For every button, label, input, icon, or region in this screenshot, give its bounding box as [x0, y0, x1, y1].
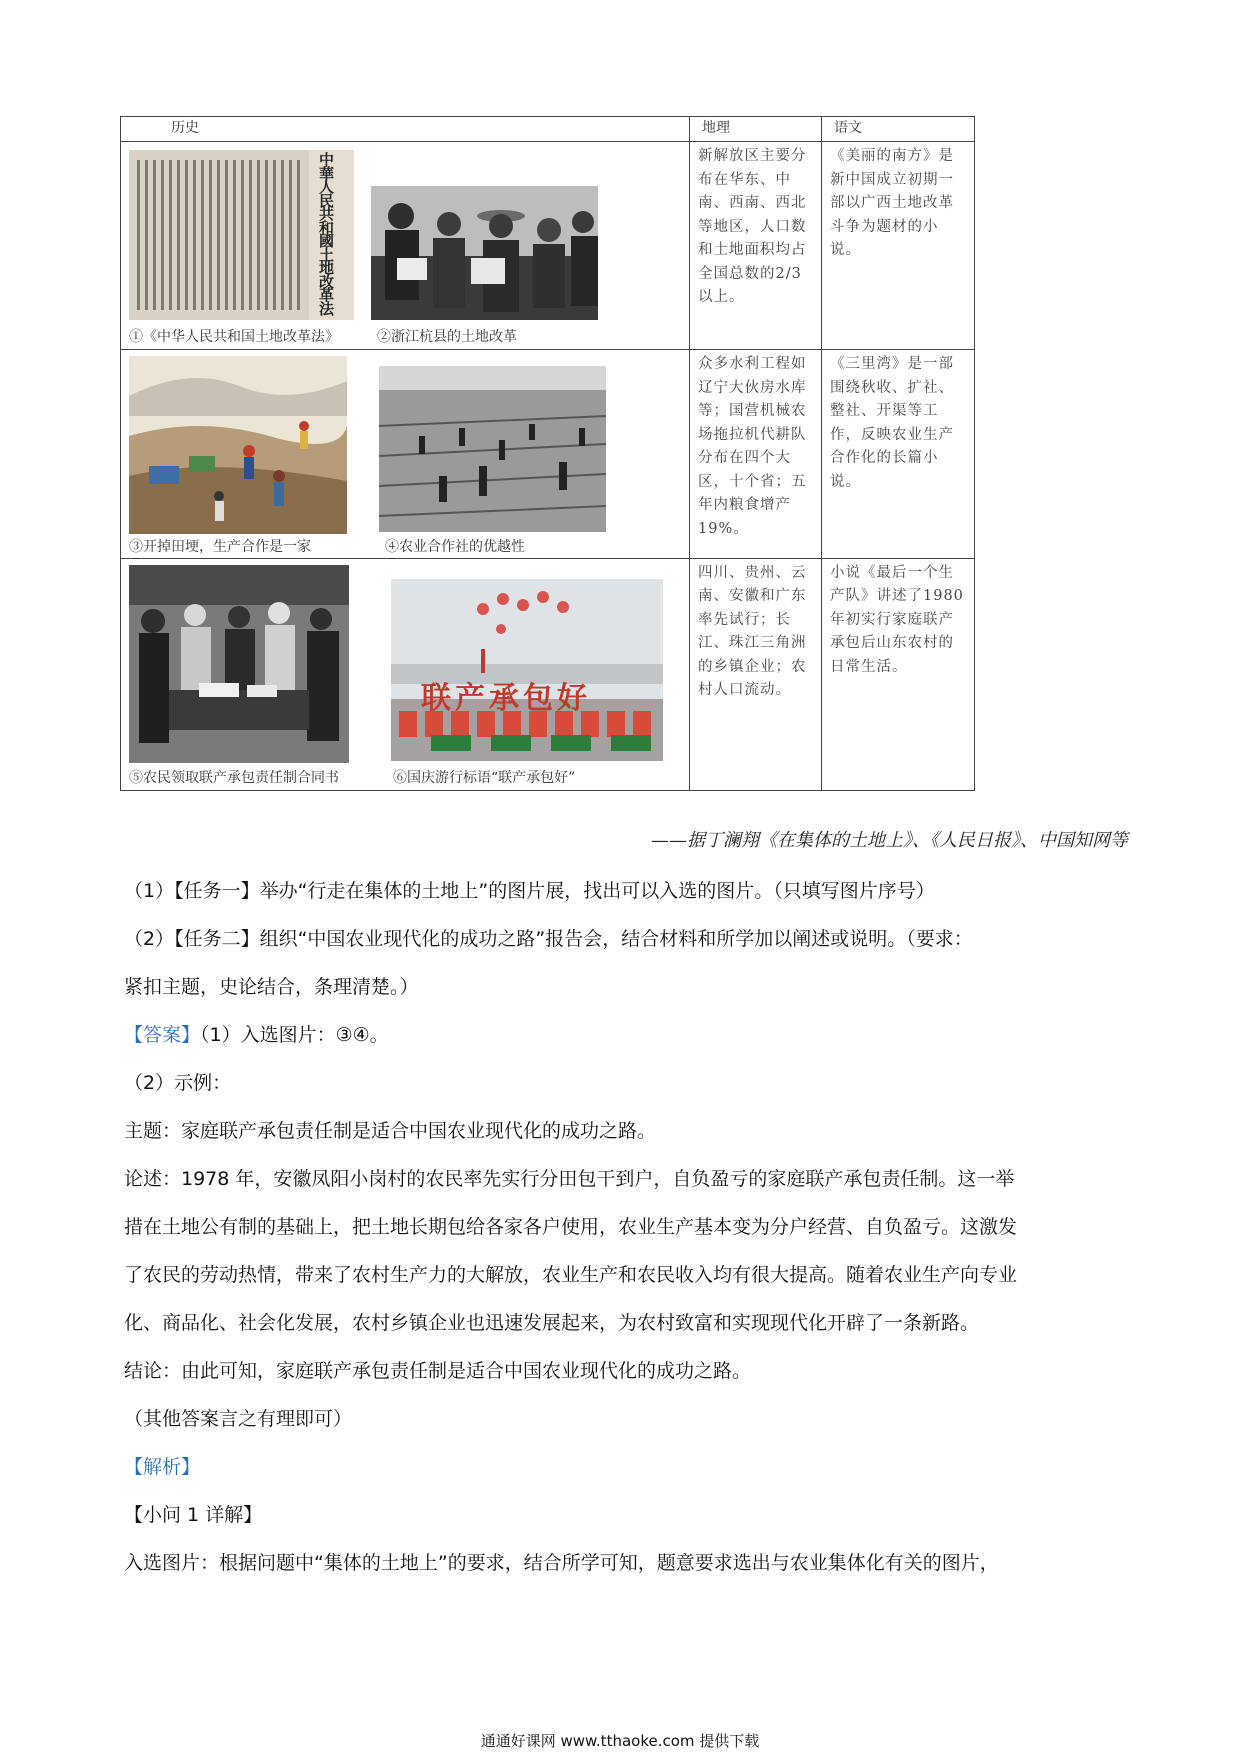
image-caption-1: ①《中华人民共和国土地改革法》: [129, 329, 339, 346]
material-source: ——据丁澜翔《在集体的土地上》、《人民日报》、中国知网等: [651, 830, 1128, 851]
cooperative-painting-svg: [129, 356, 347, 534]
analysis-tag: 【解析】: [124, 1456, 201, 1478]
table-row-contract: [121, 558, 975, 790]
land-reform-law-document-image: [129, 150, 354, 320]
answer-line-1: [124, 1012, 1124, 1058]
answer-part-1: （1）入选图片：③④。: [200, 1024, 389, 1046]
parade-slogan-lettering: 联产承包好: [421, 680, 591, 716]
cooperative-painting-image: [129, 356, 347, 534]
table-header-row: [121, 117, 975, 142]
answer-part-2: （2）示例：: [124, 1072, 232, 1094]
farm-cooperative-svg: [379, 366, 606, 532]
parade-svg: [391, 579, 663, 761]
answer-note: （其他答案言之有理即可）: [124, 1408, 353, 1430]
history-cell-3: [121, 558, 690, 790]
history-cell-1: [121, 142, 690, 350]
answer-theme: 主题：家庭联产承包责任制是适合中国农业现代化的成功之路。: [124, 1120, 657, 1142]
question-2-line-2: 紧扣主题，史论结合，条理清楚。）: [124, 976, 419, 998]
table-row-cooperative: [121, 350, 975, 558]
image-caption-5: ⑤农民领取联产承包责任制合同书: [129, 769, 339, 786]
answer-tag: 【答案】: [124, 1024, 201, 1046]
material-table: [120, 116, 975, 791]
land-reform-crowd-svg: [371, 186, 598, 320]
image-caption-6: ⑥国庆游行标语“联产承包好”: [393, 769, 576, 786]
header-geography: 地理: [690, 117, 822, 142]
table-row-land-reform: [121, 142, 975, 350]
header-history: 历史: [121, 117, 690, 142]
image-caption-4: ④农业合作社的优越性: [385, 539, 525, 556]
answer-argument-line-2: 措在土地公有制的基础上，把土地长期包给各家各户使用，农业生产基本变为分户经营、自负盈亏。这激发: [124, 1216, 1018, 1238]
chinese-cell-2: 《三里湾》是一部围绕秋收、扩社、整社、开渠等工作，反映农业生产合作化的长篇小说。: [822, 350, 975, 558]
law-title-lettering: 中華人民共和國土地改革法: [319, 151, 335, 318]
image-caption-2: ②浙江杭县的土地改革: [377, 329, 517, 346]
contract-signing-image: [129, 565, 349, 763]
chinese-cell-3: 小说《最后一个生产队》讲述了1980年初实行家庭联产承包后山东农村的日常生活。: [822, 558, 975, 790]
chinese-cell-1: 《美丽的南方》是新中国成立初期一部以广西土地改革斗争为题材的小说。: [822, 142, 975, 350]
contract-signing-svg: [129, 565, 349, 763]
question-2-line-1: （2）【任务二】组织“中国农业现代化的成功之路”报告会，结合材料和所学加以阐述或说明。（要求：: [124, 928, 973, 950]
answer-conclusion: 结论：由此可知，家庭联产承包责任制是适合中国农业现代化的成功之路。: [124, 1360, 752, 1382]
geography-cell-3: 四川、贵州、云南、安徽和广东率先试行；长江、珠江三角洲的乡镇企业；农村人口流动。: [690, 558, 822, 790]
geography-cell-2: 众多水利工程如辽宁大伙房水库等；国营机械农场拖拉机代耕队分布在四个大区，十个省；五年内粮食增产19%。: [690, 350, 822, 558]
answer-argument-line-4: 化、商品化、社会化发展，农村乡镇企业也迅速发展起来，为农村致富和实现现代化开辟了一条新路。: [124, 1312, 980, 1334]
answer-argument-line-3: 了农民的劳动热情，带来了农村生产力的大解放，农业生产和农民收入均有很大提高。随着农业生产向专业: [124, 1264, 1018, 1286]
hangxian-land-reform-image: [371, 186, 598, 320]
question-1: （1）【任务一】举办“行走在集体的土地上”的图片展，找出可以入选的图片。（只填写图片序号）: [124, 880, 935, 902]
page-footer: 通通好课网 www.tthaoke.com 提供下载: [480, 1732, 760, 1750]
farm-cooperative-image: [379, 366, 606, 532]
history-cell-2: [121, 350, 690, 558]
image-caption-3: ③开掉田埂，生产合作是一家: [129, 539, 311, 556]
header-chinese: 语文: [822, 117, 975, 142]
answer-argument-line-1: 论述：1978 年，安徽凤阳小岗村的农民率先实行分田包干到户，自负盈亏的家庭联产承包责任制。这一举: [124, 1168, 1015, 1190]
geography-cell-1: 新解放区主要分布在华东、中南、西南、西北等地区，人口数和土地面积均占全国总数的2/3以上。: [690, 142, 822, 350]
national-day-parade-image: [391, 579, 663, 761]
material-table-wrapper: [120, 116, 974, 791]
sub-question-1-tag: 【小问 1 详解】: [124, 1504, 263, 1526]
analysis-detail: 入选图片：根据问题中“集体的土地上”的要求，结合所学可知，题意要求选出与农业集体化有关的图片，: [124, 1552, 999, 1574]
